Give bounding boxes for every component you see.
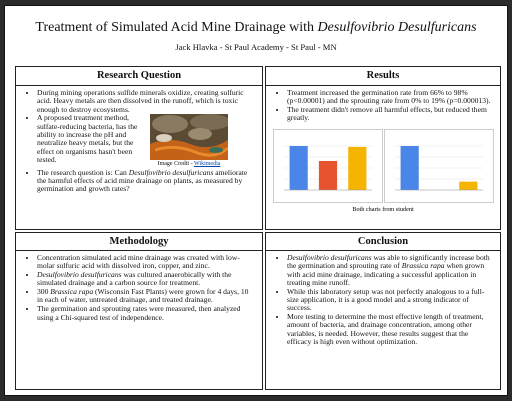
chart-bar	[318, 161, 336, 190]
title-plain: Treatment of Simulated Acid Mine Drainage with	[35, 20, 318, 35]
conclusion-b1-italic: Desulfovibrio desulfuricans	[287, 253, 372, 262]
chart-bar	[348, 147, 366, 190]
chart-bar	[459, 182, 477, 190]
conclusion-panel	[265, 232, 501, 390]
germination-chart-plot	[274, 142, 382, 200]
methodology-panel	[15, 232, 263, 390]
conclusion-b1-mid: was able to significantly increase both the germination and sprouting rate of	[287, 253, 490, 271]
mine-drainage-photo	[150, 114, 228, 160]
methodology-b2-post: was cultured anaerobically with the simulated drainage and a carbon source for treatment.	[37, 270, 232, 288]
research-question-heading: Research Question	[16, 67, 262, 86]
research-question-panel	[15, 66, 263, 230]
methodology-b3-post: (Wisconsin Fast Plants) were grown for 4 days, 10 in each of water, untreated drainage, and treated drainage.	[37, 287, 249, 305]
methodology-bullet-1: • Concentration simulated acid mine drainage was created with low-molar sulfuric acid with dissolved iron, copper, and zinc.	[37, 254, 254, 271]
credit-label: Image Credit -	[157, 161, 194, 168]
results-heading: Results	[266, 67, 500, 86]
germination-chart-title	[274, 130, 382, 142]
results-bullet-1: • Treatment increased the germination rate from 66% to 98% (p<0.00001) and the sprouting rate from 0% to 19% (p=0.000013).	[287, 89, 492, 106]
research-bullet-2	[37, 114, 254, 168]
methodology-bullet-3	[37, 288, 254, 305]
charts-caption: Both charts from student	[352, 206, 414, 214]
poster-title	[5, 20, 507, 36]
sprouting-chart-title	[385, 130, 493, 142]
methodology-b3-pre: 300	[37, 287, 51, 297]
conclusion-bullet-3: • More testing to determine the most effective length of treatment, amount of bacteria, and drainage concentration, among other variables, is needed. However, these results suggest that the efficacy is high even without optimization.	[287, 313, 492, 346]
poster-author: Jack Hlavka - St Paul Academy - St Paul - MN	[175, 42, 337, 52]
research-bullet-1: • During mining operations sulfide minerals oxidize, creating sulfuric acid. Heavy metals are then dissolved in the runoff, which is toxic enough to destroy ecosystems.	[37, 89, 254, 114]
chart-bar	[289, 146, 307, 190]
sprouting-chart-plot	[385, 142, 493, 200]
poster	[4, 5, 508, 396]
results-panel	[265, 66, 501, 230]
methodology-bullet-4: • The germination and sprouting rates were measured, then analyzed using a Chi-squared test of independence.	[37, 305, 254, 322]
methodology-heading: Methodology	[16, 233, 262, 251]
mine-drainage-photo-figure	[150, 114, 228, 168]
wikimedia-link[interactable]: Wikimedia	[193, 161, 221, 168]
conclusion-b1-italic2: Brassica rapa	[401, 261, 445, 271]
germination-chart	[273, 129, 383, 203]
methodology-b2-italic: Desulfovibrio desulfuricans	[37, 270, 122, 280]
methodology-bullet-2	[37, 271, 254, 288]
chart-bar	[400, 146, 418, 190]
research-bullet-3	[37, 169, 254, 194]
conclusion-heading: Conclusion	[266, 233, 500, 251]
results-bullet-2: • The treatment didn't remove all harmful effects, but reduced them greatly.	[287, 106, 492, 123]
research-b3-post: ameliorate the harmful effects of acid mine drainage on plants, as measured by germination and growth rates?	[37, 167, 248, 194]
research-bullet-2-text: A proposed treatment method, sulfate-reducing bacteria, has the ability to increase the pH and neutralize heavy metals, but the effect on organisms hasn't been tested.	[37, 113, 138, 164]
research-b3-italic: Desulfovibrio desulfuricans	[128, 167, 214, 177]
methodology-b3-italic: Brassica rapa	[50, 287, 94, 297]
title-italic: Desulfovibrio Desulfuricans	[317, 20, 477, 35]
results-charts	[266, 123, 500, 203]
sprouting-chart	[384, 129, 494, 203]
conclusion-b1-post: when grown with acid mine drainage, indicating a successful application in treating mine runoff.	[287, 261, 485, 287]
conclusion-bullet-1	[287, 254, 492, 287]
conclusion-bullet-2: • While this laboratory setup was not perfectly analogous to a full-size application, it is a good model and a strong indicator of success.	[287, 288, 492, 313]
research-b3-pre: The research question is: Can	[37, 167, 129, 177]
